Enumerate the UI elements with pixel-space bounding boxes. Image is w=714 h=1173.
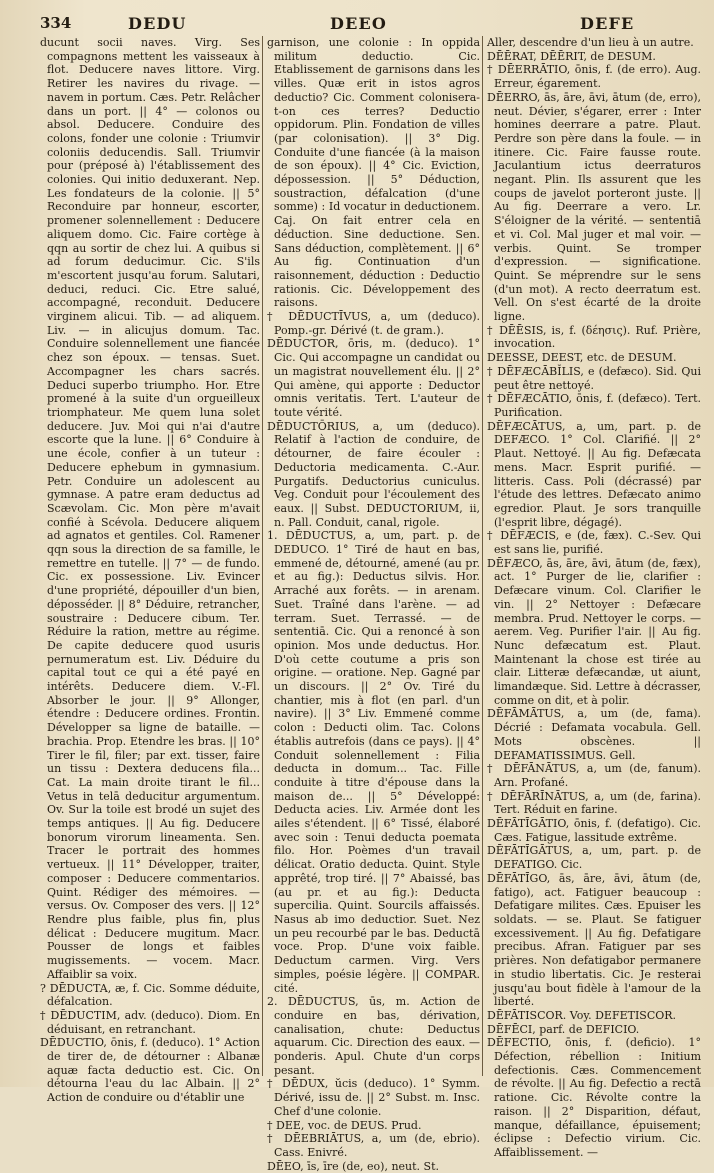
dictionary-entry: DĒĒRAT, DĒĒRIT, de DESUM. [487,49,656,63]
dictionary-entry: 1. DĒDUCTUS, a, um, part. p. de DEDUCO. 1° Tiré de haut en bas, emmené de, détourné, amené (au pr. et au fig.): Deductus silvis. Hor. Arraché aux forêts. — in arenam. Suet. Traîné dans l'arène. — ad terram. Suet. Terrassé. — de sententiā. Cic. Qui a renoncé à son opinion. Mos unde deductus. Hor. D'où cette coutume a pris son origine. — oratione. Nep. Gagné par un discours. || 2° Ov. Tiré du chantier, mis à flot (en parl. d'un navire). || 3° Liv. Emmené comme colon : Deducti olim. Tac. Colons établis autrefois (dans ce pays). || 4° Conduit solennellement : Filia deducta in domum... Tac. Fille conduite à titre d'épouse dans la maison de... || 5° Développé: Deducta acies. Liv. Armée dont les ailes s'étendent. || 6° Tissé, élaboré avec soin : Tenui deducta poemata filo. Hor. Poèmes d'un travail délicat. Oratio deducta. Quint. Style apprêté, trop tiré. || 7° Abaissé, bas (au pr. et au fig.): Deducta supercilia. Quint. Sourcils affaissés. Nasus ab imo deductior. Suet. Nez un peu recourbé par le bas. Deductā voce. Prop. D'une voix faible. Deductum carmen. Virg. Vers simples, poésie légère. || COMPAR. cité. [267,529,480,995]
dictionary-entry: † DĒEBRIĀTUS, a, um (de, ebrio). Cass. Enivré. [267,1132,480,1159]
guide-word-left: DEDU [128,14,187,33]
dictionary-entry: DĒFÆCĀTUS, a, um, part. p. de DEFÆCO. 1° Col. Clarifié. || 2° Plaut. Nettoyé. || Au fig. Defæcata mens. Macr. Esprit purifié. — litteris. Cass. Poli (décrassé) par l'étude des lettres. Defæcato animo egredior. Plaut. Je sors tranquille (l'esprit libre, dégagé). [487,419,701,529]
dictionary-entry: † DĒFÆCĀBĬLIS, e (defæco). Sid. Qui peut être nettoyé. [487,364,701,392]
dictionary-entry: DĒFĀTISCOR. Voy. DEFETISCOR. [487,1008,677,1022]
dictionary-entry: † DĒĒSIS, is, f. (δέησις). Ruf. Prière, invocation. [487,323,701,351]
dictionary-entry: ducunt socii naves. Virg. Ses compagnons mettent les vaisseaux à flot. Deducere naves littore. Virg. Retirer les navires du rivage. — navem in portum. Cæs. Petr. Relâcher dans un port. || 4° — colonos ou absol. Deducere. Conduire des colons, fonder une colonie : Triumvir coloniis deducendis. Sall. Triumvir pour (préposé à) l'établissement des colonies. Qui initio deduxerant. Nep. Les fondateurs de la colonie. || 5° Reconduire par honneur, escorter, promener solennellement : Deducere aliquem domo. Cic. Faire cortège à qqn au sortir de chez lui. A quibus si ad forum deducimur. Cic. S'ils m'escortent jusqu'au forum. Salutari, deduci, reduci. Cic. Etre salué, accompagné, reconduit. Deducere virginem alicui. Tib. — ad aliquem. Liv. — in alicujus domum. Tac. Conduire solennellement une fiancée chez son époux. — tensas. Suet. Accompagner les chars sacrés. Deduci superbo triumpho. Hor. Etre promené à la suite d'un orgueilleux triomphateur. Me quem luna solet deducere. Juv. Moi qui n'ai d'autre escorte que la lune. || 6° Conduire à une école, confier à un tuteur : Deducere ephebum in gymnasium. Petr. Conduire un adolescent au gymnase. A patre eram deductus ad Scævolam. Cic. Mon père m'avait confié à Scévola. Deducere aliquem ad agnatos et gentiles. Col. Ramener qqn sous la direction de sa famille, le remettre en tutelle. || 7° — de fundo. Cic. ex possessione. Liv. Evincer d'une propriété, dépouiller d'un bien, déposséder. || 8° Déduire, retrancher, soustraire : Deducere cibum. Ter. Réduire la ration, mettre au régime. De capite deducere quod usuris pernumeratum est. Liv. Déduire du capital tout ce qui a été payé en intérêts. Deducere diem. V.-Fl. Absorber le jour. || 9° Allonger, étendre : Deducere ordines. Frontin. Développer sa ligne de bataille. — brachia. Prop. Etendre les bras. || 10° Tirer le fil, filer; par ext. tisser, faire un tissu : Dextera deducens fila... Cat. La main droite tirant le fil... Vetus in telā deducitur argumentum. Ov. Sur la toile est brodé un sujet des temps antiques. || Au fig. Deducere bonorum virorum lineamenta. Sen. Tracer le portrait des hommes vertueux. || 11° Développer, traiter, composer : Deducere commentarios. Quint. Rédiger des mémoires. — versus. Ov. Composer des vers. || 12° Rendre plus faible, plus fin, plus délicat : Deducere mugitum. Macr. Pousser de longs et faibles mugissements. — vocem. Macr. Affaiblir sa voix. [40,36,260,981]
dictionary-entry: † DEE, voc. de DEUS. Prud. [267,1118,422,1132]
dictionary-entry: DĒFÆCO, ās, āre, āvi, ātum (de, fæx), act. 1° Purger de lie, clarifier : Defæcare vinum. Col. Clarifier le vin. || 2° Nettoyer : Defæcare membra. Prud. Nettoyer le corps. — aerem. Veg. Purifier l'air. || Au fig. Nunc defæcatum est. Plaut. Maintenant la chose est tirée au clair. Litteræ defæcandæ, ut aiunt, limandæque. Sid. Lettre à décrasser, comme on dit, et à polir. [487,556,701,707]
page-number: 334 [40,14,72,32]
dictionary-entry: DĒFĀTĪGO, ās, āre, āvi, ātum (de, fatigo), act. Fatiguer beaucoup : Defatigare milites. Cæs. Epuiser les soldats. — se. Plaut. Se fatiguer excessivement. || Au fig. Defatigare precibus. Afran. Fatiguer par ses prières. Non defatigabor permanere in studio libertatis. Cic. Je resterai jusqu'au bout fidèle à l'amour de la liberté. [487,871,701,1009]
dictionary-entry: DĒFĀTĪGĀTIO, ōnis, f. (defatigo). Cic. Cæs. Fatigue, lassitude extrême. [487,817,701,844]
column-left [40,36,260,1105]
guide-word-right: DEFE [580,14,635,33]
column-right [482,36,701,1159]
dictionary-entry: garnison, une colonie : In oppida militum deductio. Cic. Etablissement de garnisons dans les villes. Quæ erit in istos agros deductio? Cic. Comment colonisera-t-on ces terres? Deductio oppidorum. Plin. Fondation de villes (par colonisation). || 3° Dig. Conduite d'une fiancée (à la maison de son époux). || 4° Cic. Eviction, dépossession. || 5° Déduction, soustraction, défalcation (d'une somme) : Id vocatur in deductionem. Caj. On fait entrer cela en déduction. Sine deductione. Sen. Sans déduction, complètement. || 6° Au fig. Continuation d'un raisonnement, déduction : Deductio rationis. Cic. Développement des raisons. [267,36,480,310]
dictionary-entry: ? DĒDUCTA, æ, f. Cic. Somme déduite, défalcation. [40,981,260,1009]
dictionary-entry: † DĒDUCTIM, adv. (deduco). Diom. En déduisant, en retranchant. [40,1008,260,1036]
dictionary-entry: † DĒFÆCIS, e (de, fæx). C.-Sev. Qui est sans lie, purifié. [487,529,701,557]
dictionary-entry: DĒEO, īs, īre (de, eo), neut. St. [267,1159,439,1173]
dictionary-entry: DĒDUCTŌRIUS, a, um (deduco). Relatif à l'action de conduire, de détourner, de faire écouler : Deductoria medicamenta. C.-Aur. Purgatifs. Deductorius cuniculus. Veg. Conduit pour l'écoulement des eaux. || Subst. DEDUCTORIUM, ii, n. Pall. Conduit, canal, rigole. [267,419,480,529]
column-middle [262,36,480,1173]
dictionary-entry: † DĒFĀNĀTUS, a, um (de, fanum). Arn. Profané. [487,762,701,789]
dictionary-entry: DĒFĀMĀTUS, a, um (de, fama). Décrié : Defamata vocabula. Gell. Mots obscènes. || DEFAMATISSIMUS. Gell. [487,707,701,762]
dictionary-entry: † DĒERRĀTIO, ōnis, f. (de erro). Aug. Erreur, égarement. [487,63,701,91]
dictionary-entry: DEESSE, DEEST, etc. de DESUM. [487,351,677,365]
dictionary-entry: DĒFECTIO, ōnis, f. (deficio). 1° Défection, rébellion : Initium defectionis. Cæs. Commencement de révolte. || Au fig. Defectio a rectā ratione. Cic. Révolte contre la raison. || 2° Disparition, défaut, manque, défaillance, épuisement; éclipse : Defectio virium. Cic. Affaiblissement. — [487,1036,701,1159]
dictionary-entry: 2. DĒDUCTUS, ūs, m. Action de conduire en bas, dérivation, canalisation, chute: Deductus aquarum. Cic. Direction des eaux. — ponderis. Apul. Chute d'un corps pesant. [267,995,480,1077]
dictionary-entry: DĒFĒCI, parf. de DEFICIO. [487,1022,640,1036]
dictionary-entry: DĒFĀTĪGĀTUS, a, um, part. p. de DEFATIGO. Cic. [487,844,701,872]
dictionary-entry: † DĒFÆCĀTIO, ōnis, f. (defæco). Tert. Purification. [487,392,701,419]
dictionary-entry: DĒDUCTIO, ōnis, f. (deduco). 1° Action de tirer de, de détourner : Albanæ aquæ facta deductio est. Cic. On détourna l'eau du lac Albain. || 2° Action de conduire ou d'établir une [40,1036,260,1105]
dictionary-entry: DĒDUCTOR, ōris, m. (deduco). 1° Cic. Qui accompagne un candidat ou un magistrat nouvellement élu. || 2° Qui amène, qui apporte : Deductor omnis veritatis. Tert. L'auteur de toute vérité. [267,337,480,419]
dictionary-entry: † DĒDUCTĪVUS, a, um (deduco). Pomp.-gr. Dérivé (t. de gram.). [267,310,480,337]
guide-word-center: DEEO [330,14,388,33]
dictionary-entry: Aller, descendre d'un lieu à un autre. [487,36,694,49]
running-header [0,10,714,32]
dictionary-entry: † DĒDUX, ŭcis (deduco). 1° Symm. Dérivé, issu de. || 2° Subst. m. Insc. Chef d'une colonie. [267,1077,480,1118]
dictionary-entry: † DĒFĀRĪNĀTUS, a, um (de, farina). Tert. Réduit en farine. [487,789,701,817]
dictionary-entry: DĒERRO, ās, āre, āvi, ātum (de, erro), neut. Dévier, s'égarer, errer : Inter homines deerrare a patre. Plaut. Perdre son père dans la foule. — in itinere. Cic. Faire fausse route. Jaculantium ictus deerraturos negant. Plin. Ils assurent que les coups de javelot porteront juste. || Au fig. Deerrare a vero. Lr. S'éloigner de la vérité. — sententiā et vi. Col. Mal juger et mal voir. — verbis. Quint. Se tromper d'expression. — significatione. Quint. Se méprendre sur le sens (d'un mot). A recto deerratum est. Vell. On s'est écarté de la droite ligne. [487,90,701,324]
